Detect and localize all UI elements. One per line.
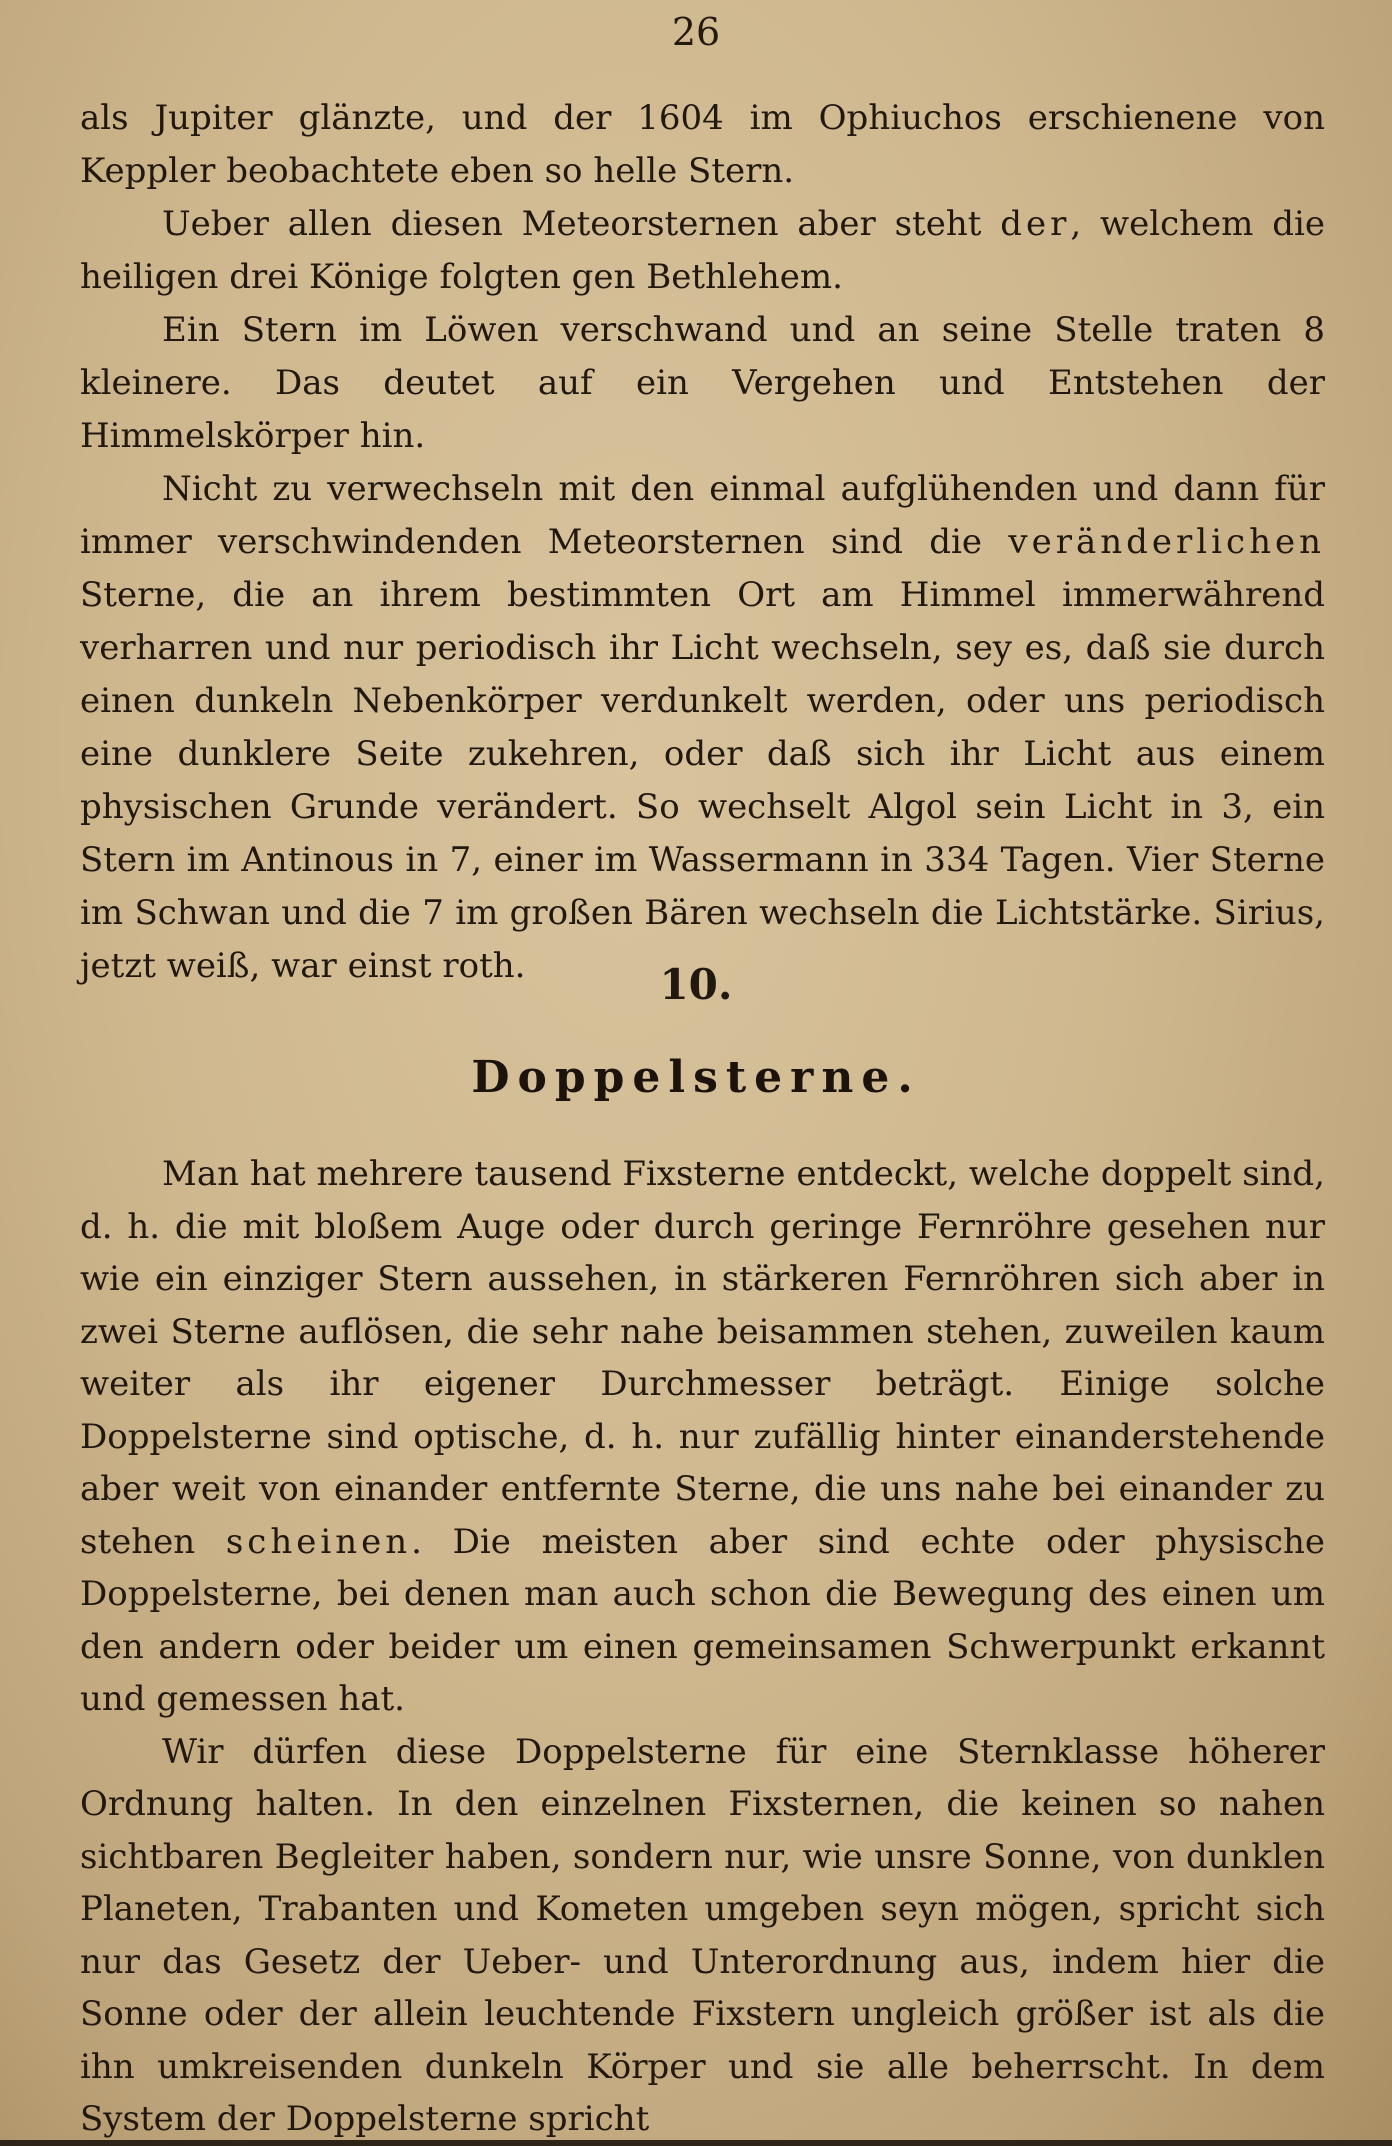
- paragraph-4-text-a: Nicht zu verwechseln mit den einmal aufglühenden und dann für immer verschwindenden Meteorsternen sind die: [80, 469, 1325, 562]
- paragraph-5-text-b: . Die meisten aber sind echte oder physische Doppelsterne, bei denen man auch schon die Bewegung des einen um den andern oder beider um einen gemeinsamen Schwerpunkt erkannt und gemessen hat.: [80, 1521, 1325, 1719]
- paragraph-5-emphasis: scheinen: [225, 1521, 412, 1562]
- paragraph-6: [80, 1726, 1325, 2146]
- top-text-block: [80, 92, 1325, 993]
- paragraph-2-text-b: , welchem die heiligen drei Könige folgten gen Bethlehem.: [80, 204, 1325, 297]
- paragraph-2-text-a: Ueber allen diesen Meteorsternen aber steht: [162, 204, 1001, 244]
- paragraph-5: [80, 1148, 1325, 1726]
- paragraph-1: [80, 92, 1325, 198]
- paragraph-2-emphasis: der: [1000, 204, 1071, 244]
- page-number: 26: [671, 10, 721, 54]
- paragraph-3-text: Ein Stern im Löwen verschwand und an seine Stelle traten 8 kleinere. Das deutet auf ein Vergehen und Entstehen der Himmelskörper hin.: [80, 310, 1325, 456]
- section-number: 10.: [659, 960, 733, 1009]
- paragraph-4: [80, 463, 1325, 993]
- paragraph-3: [80, 304, 1325, 463]
- section-title: Doppelsterne.: [471, 1052, 921, 1103]
- paragraph-2: [80, 198, 1325, 304]
- bottom-text-block: [80, 1148, 1325, 2146]
- paragraph-5-text-a: Man hat mehrere tausend Fixsterne entdeckt, welche doppelt sind, d. h. die mit bloßem Auge oder durch geringe Fernröhre gesehen nur wie ein einziger Stern aussehen, in stärkeren Fernröhren sich aber in zwei Sterne auflösen, die sehr nahe beisammen stehen, zuweilen kaum weiter als ihr eigener Durchmesser beträgt. Einige solche Doppelsterne sind optische, d. h. nur zufällig hinter einanderstehende aber weit von einander entfernte Sterne, die uns nahe bei einander zu stehen: [80, 1154, 1325, 1562]
- paragraph-4-text-b: Sterne, die an ihrem bestimmten Ort am Himmel immerwährend verharren und nur periodisch ihr Licht wechseln, sey es, daß sie durch einen dunkeln Nebenkörper verdunkelt werden, oder uns periodisch eine dunklere Seite zukehren, oder daß sich ihr Licht aus einem physischen Grunde verändert. So wechselt Algol sein Licht in 3, ein Stern im Antinous in 7, einer im Wassermann in 334 Tagen. Vier Sterne im Schwan und die 7 im großen Bären wechseln die Lichtstärke. Sirius, jetzt weiß, war einst roth.: [80, 575, 1325, 986]
- paragraph-6-text: Wir dürfen diese Doppelsterne für eine Sternklasse höherer Ordnung halten. In den einzelnen Fixsternen, die keinen so nahen sichtbaren Begleiter haben, sondern nur, wie unsre Sonne, von dunklen Planeten, Trabanten und Kometen umgeben seyn mögen, spricht sich nur das Gesetz der Ueber- und Unterordnung aus, indem hier die Sonne oder der allein leuchtende Fixstern ungleich größer ist als die ihn umkreisenden dunkeln Körper und sie alle beherrscht. In dem System der Doppelsterne spricht: [80, 1731, 1325, 2139]
- paragraph-4-emphasis: veränderlichen: [1008, 522, 1325, 562]
- paragraph-1-text: als Jupiter glänzte, und der 1604 im Ophiuchos erschienene von Keppler beobachtete eben so helle Stern.: [80, 98, 1325, 191]
